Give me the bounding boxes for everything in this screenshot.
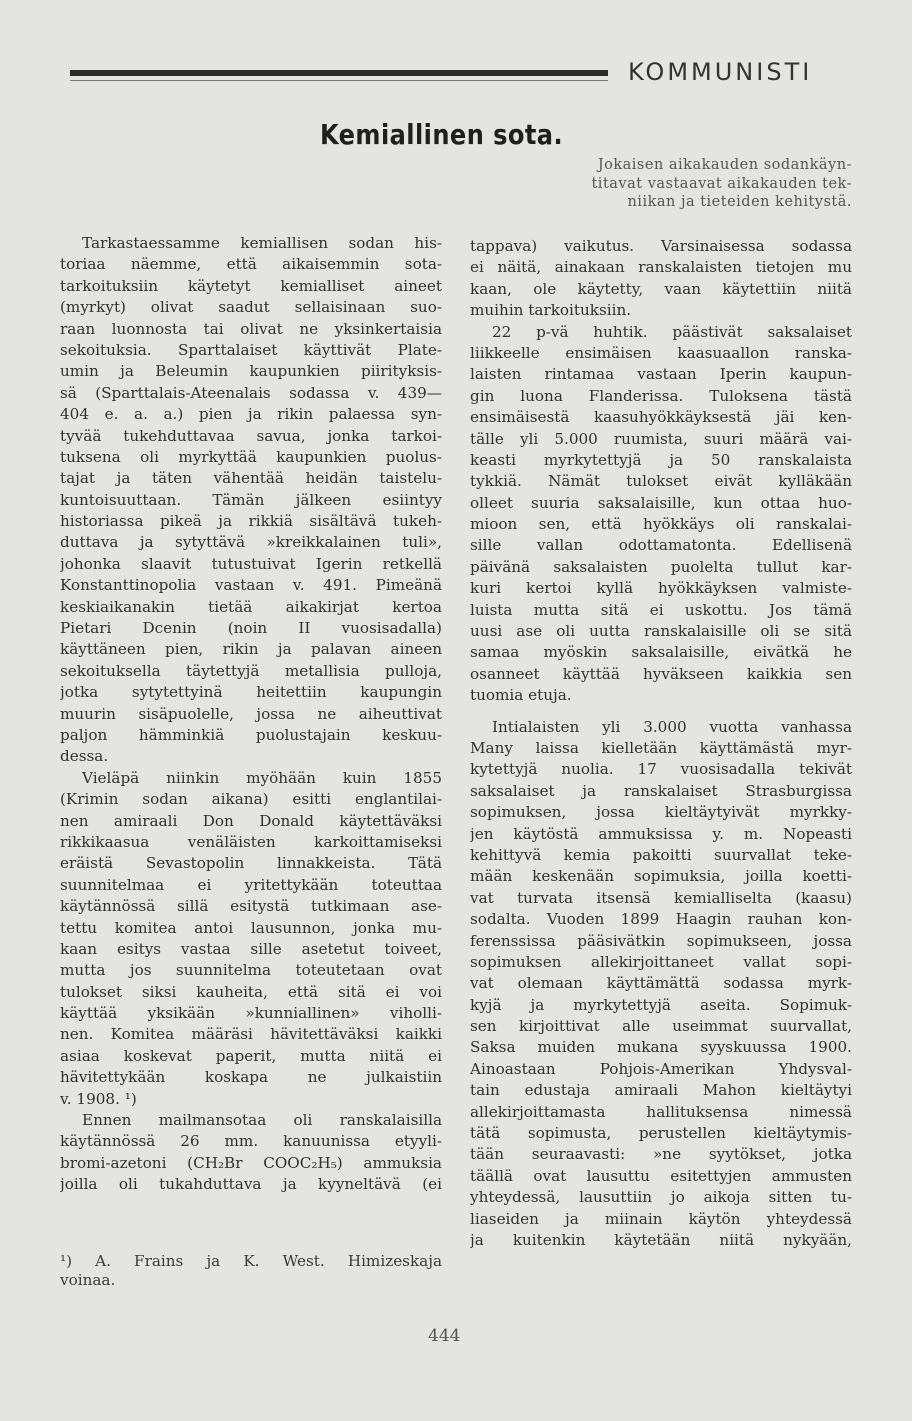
text-line: tulokset siksi kauheita, että sitä ei voi [60,982,442,1001]
text-line: historiassa pikeä ja rikkiä sisältävä tukeh- [60,512,442,531]
text-line: Tarkastaessamme kemiallisen sodan his- [82,234,442,252]
text-line: yhteydessä, lausuttiin jo aikoja sitten tu- [470,1188,852,1207]
text-line: gin luona Flanderissa. Tuloksena tästä [470,386,852,405]
header-rule-thin [70,80,608,81]
text-line: joilla oli tukahduttava ja kyyneltävä (ei [60,1175,442,1194]
text-line: laisten rintamaa vastaan Iperin kaupun- [470,365,852,384]
text-line: umin ja Beleumin kaupunkien piirityksis- [60,362,442,381]
text-line: sekoituksella täytettyjä metallisia pulloja, [60,661,442,680]
text-line: paljon hämminkiä puolustajain keskuu- [60,725,442,744]
text-line: jotka sytytettyinä heitettiin kaupungin [60,683,442,702]
text-line: Pietari Dcenin (noin II vuosisadalla) [60,619,442,638]
text-line: asiaa koskevat paperit, mutta niitä ei [60,1046,442,1065]
header-rule [70,70,608,76]
text-line: sille vallan odottamatonta. Edellisenä [470,536,852,555]
text-line: luista mutta sitä ei uskottu. Jos tämä [470,600,852,619]
text-line: kaan esitys vastaa sille asetetut toiveet, [60,939,442,958]
text-line: kaan, ole käytetty, vaan käytettiin niitä [470,279,852,298]
text-line: toriaa näemme, että aikaisemmin sota- [60,255,442,274]
text-line: tuomia etuja. [470,686,572,705]
text-line: tettu komitea antoi lausunnon, jonka mu- [60,918,442,937]
text-line: käyttäneen pien, rikin ja palavan aineen [60,640,442,659]
text-line: käytännössä 26 mm. kanuunissa etyyli- [60,1132,442,1151]
text-line: mutta jos suunnitelma toteutetaan ovat [60,961,442,980]
text-line: tälle yli 5.000 ruumista, suuri määrä vai- [470,429,852,448]
text-line: hävitettykään koskapa ne julkaistiin [60,1068,442,1087]
text-line: duttava ja sytyttävä »kreikkalainen tuli», [60,533,442,552]
text-line: dessa. [60,747,109,766]
text-line: sodalta. Vuoden 1899 Haagin rauhan kon- [470,910,852,929]
text-line: tain edustaja amiraali Mahon kieltäytyi [470,1081,852,1100]
text-line: täällä ovat lausuttu esitettyjen ammusten [470,1166,852,1185]
text-line: sopimuksen allekirjoittaneet vallat sopi- [470,952,852,971]
text-line: samaa myöskin saksalaisille, eivätkä he [470,643,852,662]
text-line: Saksa muiden mukana syyskuussa 1900. [470,1038,852,1057]
epigraph-line: titavat vastaavat aikakauden tek- [591,175,852,192]
text-line: ferenssissa pääsivätkin sopimukseen, jossa [470,931,852,950]
text-line: vat turvata itsensä kemialliselta (kaasu) [470,888,852,907]
right-column [470,236,852,1251]
text-line: päivänä saksalaisten puolelta tullut kar- [470,557,852,576]
text-line: kyjä ja myrkytettyjä aseita. Sopimuk- [470,995,852,1014]
text-line: ensimäisestä kaasuhyökkäyksestä jäi ken- [470,408,852,427]
text-line: olleet suuria saksalaisille, kun ottaa huo- [470,493,852,512]
text-line: raan luonnosta tai olivat ne yksinkertaisia [60,319,442,338]
text-line: Konstanttinopolia vastaan v. 491. Pimeänä [60,576,442,595]
text-line: tarkoituksiin käytetyt kemialliset aineet [60,276,442,295]
text-line: 404 e. a. a.) pien ja rikin palaessa syn- [60,405,442,424]
text-line: muihin tarkoituksiin. [470,301,632,320]
text-line: (myrkyt) olivat saadut sellaisinaan suo- [60,298,442,317]
epigraph [474,156,852,212]
text-line: liikkeelle ensimäisen kaasuaallon ranska- [470,343,852,362]
text-line: Many laissa kielletään käyttämästä myr- [470,738,852,757]
text-line: ja kuitenkin käytetään niitä nykyään, [470,1230,852,1249]
text-line: mioon sen, että hyökkäys oli ranskalai- [470,515,852,534]
text-line: tään seuraavasti: »ne syytökset, jotka [470,1145,852,1164]
text-line: muurin sisäpuolelle, jossa ne aiheuttivat [60,704,442,723]
text-line: voinaa. [60,1271,116,1289]
text-line: bromi-azetoni (CH₂Br COOC₂H₅) ammuksia [60,1153,442,1172]
text-line: kuri kertoi kyllä hyökkäyksen valmiste- [470,579,852,598]
text-line: kytettyjä nuolia. 17 vuosisadalla tekivät [470,760,852,779]
text-line: kehittyvä kemia pakoitti suurvallat teke- [470,845,852,864]
text-line: tätä sopimusta, perustellen kieltäytymis- [470,1124,852,1143]
text-line: vat olemaan käyttämättä sodassa myrk- [470,974,852,993]
epigraph-line: niikan ja tieteiden kehitystä. [627,194,852,210]
text-line: kuntoisuuttaan. Tämän jälkeen esiintyy [60,490,442,509]
publication-header: KOMMUNISTI [628,58,813,86]
footnote [60,1252,442,1290]
text-line: Ainoastaan Pohjois-Amerikan Yhdysval- [470,1059,852,1078]
text-line: (Krimin sodan aikana) esitti englantilai- [60,790,442,809]
text-line: nen amiraali Don Donald käytettäväksi [60,811,442,830]
text-line: tykkiä. Nämät tulokset eivät kylläkään [470,472,852,491]
page-number: 444 [428,1326,461,1346]
text-line: saksalaiset ja ranskalaiset Strasburgissa [470,781,852,800]
text-line: tuksena oli myrkyttää kaupunkien puolus- [60,447,442,466]
text-line: v. 1908. ¹) [60,1089,137,1108]
text-line: sen kirjoittivat alle useimmat suurvallat, [470,1017,852,1036]
text-line: liaseiden ja miinain käytön yhteydessä [470,1209,852,1228]
text-line: ¹) A. Frains ja K. West. Himizeskaja [60,1252,442,1270]
text-line: johonka slaavit tutustuivat Igerin retkellä [60,554,442,573]
text-line: sekoituksia. Sparttalaiset käyttivät Plate- [60,340,442,359]
text-line: Vieläpä niinkin myöhään kuin 1855 [82,768,442,787]
text-line: Intialaisten yli 3.000 vuotta vanhassa [492,717,852,736]
text-line: mään keskenään sopimuksia, joilla koetti- [470,867,852,886]
text-line: käytännössä sillä esitystä tutkimaan ase- [60,897,442,916]
text-line: sä (Sparttalais-Ateenalais sodassa v. 439— [60,383,442,402]
text-line: ei näitä, ainakaan ranskalaisten tietojen mu [470,258,852,277]
epigraph-line: Jokaisen aikakauden sodankäyn- [597,157,852,173]
text-line: tajat ja täten vähentää heidän taistelu- [60,469,442,488]
text-line: 22 p-vä huhtik. päästivät saksalaiset [492,322,852,341]
text-line: käyttää yksikään »kunniallinen» viholli- [60,1004,442,1023]
text-line: uusi ase oli uutta ranskalaisille oli se sitä [470,622,852,641]
text-line: suunnitelmaa ei yritettykään toteuttaa [60,875,442,894]
text-line: osanneet käyttää hyväkseen kaikkia sen [470,664,852,683]
text-line: sopimuksen, jossa kieltäytyivät myrkky- [470,803,852,822]
text-line: keasti myrkytettyjä ja 50 ranskalaista [470,450,852,469]
paragraph-gap [470,707,852,717]
text-line: keskiaikanakin tietää aikakirjat kertoa [60,597,442,616]
text-line: Ennen mailmansotaa oli ranskalaisilla [82,1111,442,1130]
text-line: tyvää tukehduttavaa savua, jonka tarkoi- [60,426,442,445]
text-line: jen käytöstä ammuksissa y. m. Nopeasti [470,824,852,843]
text-line: allekirjoittamasta hallituksensa nimessä [470,1102,852,1121]
text-line: eräistä Sevastopolin linnakkeista. Tätä [60,854,442,873]
text-line: rikkikaasua venäläisten karkoittamiseksi [60,832,442,851]
text-line: tappava) vaikutus. Varsinaisessa sodassa [470,237,852,255]
text-line: nen. Komitea määräsi hävitettäväksi kaikki [60,1025,442,1044]
left-column [60,233,442,1196]
article-title: Kemiallinen sota. [320,118,564,151]
